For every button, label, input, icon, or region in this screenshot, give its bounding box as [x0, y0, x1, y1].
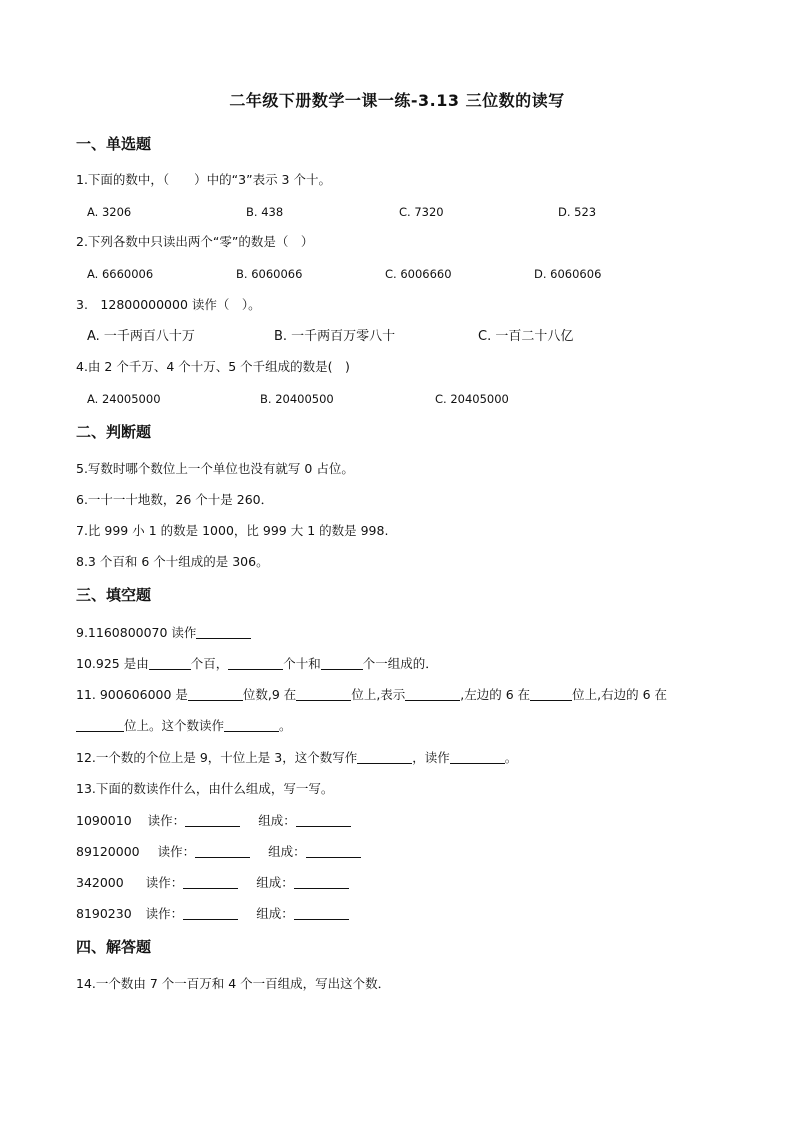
read-blank[interactable]: [183, 907, 238, 920]
answer-blank[interactable]: [530, 688, 572, 701]
question-7: 7.比 999 小 1 的数是 1000，比 999 大 1 的数是 998.: [76, 523, 389, 538]
q4-option-c: C. 20405000: [435, 392, 509, 406]
q9-text: 9.1160800070 读作: [76, 625, 197, 640]
question-8: 8.3 个百和 6 个十组成的是 306。: [76, 554, 269, 569]
question-4-stem: 4.由 2 个千万、4 个十万、5 个千组成的数是( ): [76, 359, 350, 374]
question-2-stem: 2.下列各数中只读出两个“零”的数是（ ）: [76, 234, 314, 249]
question-11-line-1: [76, 687, 667, 703]
answer-blank[interactable]: [450, 751, 505, 764]
answer-blank[interactable]: [405, 688, 460, 701]
read-blank[interactable]: [195, 845, 250, 858]
q10-text-d: 个一组成的．: [362, 656, 438, 671]
q13-comp-label: 组成：: [256, 875, 294, 890]
answer-blank[interactable]: [296, 688, 351, 701]
q13-comp-label: 组成：: [268, 844, 306, 859]
q10-text-b: 个百，: [190, 656, 229, 671]
q4-option-b: B. 20400500: [260, 392, 334, 406]
answer-blank[interactable]: [149, 657, 191, 670]
composition-blank[interactable]: [296, 814, 351, 827]
q2-option-a: A. 6660006: [87, 267, 154, 281]
composition-blank[interactable]: [306, 845, 361, 858]
q11-text-g: 。: [279, 718, 292, 733]
answer-blank[interactable]: [188, 688, 243, 701]
q13-number: 89120000: [76, 844, 140, 859]
read-blank[interactable]: [185, 814, 240, 827]
q1-option-d: D. 523: [558, 205, 597, 219]
q2-option-b: B. 6060066: [236, 267, 303, 281]
page-title: 二年级下册数学一课一练-3.13 三位数的读写: [229, 91, 565, 110]
answer-blank[interactable]: [228, 657, 283, 670]
q1-option-c: C. 7320: [399, 205, 444, 219]
q13-row-4: [76, 906, 349, 922]
q11-text-b: 位数,9 在: [242, 687, 297, 702]
q3-option-b: B. 一千两百万零八十: [274, 329, 396, 344]
q13-read-label: 读作：: [157, 844, 196, 859]
q11-text-c: 位上,表示: [351, 687, 406, 702]
q13-number: 342000: [76, 875, 124, 890]
answer-blank[interactable]: [321, 657, 363, 670]
question-9: [76, 625, 251, 641]
q3-option-c: C. 一百二十八亿: [478, 329, 574, 344]
answer-blank[interactable]: [196, 626, 251, 639]
q12-text-c: 。: [504, 750, 518, 765]
question-10: [76, 656, 438, 672]
q12-text-a: 12.一个数的个位上是 9，十位上是 3，这个数写作: [76, 750, 358, 765]
answer-blank[interactable]: [357, 751, 412, 764]
q11-text-f: 位上。这个数读作: [124, 718, 225, 733]
composition-blank[interactable]: [294, 876, 349, 889]
q13-read-label: 读作：: [147, 813, 186, 828]
q1-option-b: B. 438: [246, 205, 284, 219]
q13-row-3: [76, 875, 349, 891]
q11-text-e: 位上,右边的 6 在: [572, 687, 668, 702]
read-blank[interactable]: [183, 876, 238, 889]
question-3-stem: 3. 12800000000 读作（ ）。: [76, 297, 261, 312]
answer-blank[interactable]: [224, 719, 279, 732]
q13-comp-label: 组成：: [258, 813, 296, 828]
q13-row-2: [76, 844, 361, 860]
q1-option-a: A. 3206: [87, 205, 132, 219]
section-heading-single-choice: 一、单选题: [76, 135, 152, 153]
q2-option-d: D. 6060606: [534, 267, 602, 281]
question-13-stem: 13.下面的数读作什么，由什么组成，写一写。: [76, 781, 334, 796]
q10-text-c: 个十和: [283, 656, 321, 671]
question-5: 5.写数时哪个数位上一个单位也没有就写 0 占位。: [76, 461, 354, 476]
question-14: 14.一个数由 7 个一百万和 4 个一百组成，写出这个数．: [76, 976, 391, 991]
q13-number: 1090010: [76, 813, 132, 828]
section-heading-word-problem: 四、解答题: [76, 938, 152, 956]
section-heading-true-false: 二、判断题: [76, 423, 152, 441]
q13-read-label: 读作：: [145, 875, 184, 890]
q11-text-a: 11. 900606000 是: [76, 687, 188, 702]
question-11-line-2: [76, 718, 292, 734]
q13-row-1: [76, 813, 351, 829]
q13-read-label: 读作：: [145, 906, 184, 921]
q4-option-a: A. 24005000: [87, 392, 161, 406]
question-1-stem: 1.下面的数中，（ ）中的“3”表示 3 个十。: [76, 172, 331, 187]
q3-option-a: A. 一千两百八十万: [87, 329, 195, 344]
q2-option-c: C. 6006660: [385, 267, 452, 281]
question-12: [76, 750, 517, 766]
composition-blank[interactable]: [294, 907, 349, 920]
q10-text-a: 10.925 是由: [76, 656, 149, 671]
q13-number: 8190230: [76, 906, 132, 921]
q13-comp-label: 组成：: [256, 906, 294, 921]
question-6: 6.一十一十地数，26 个十是 260．: [76, 492, 274, 507]
q12-text-b: ，读作: [412, 750, 450, 765]
q11-text-d: ,左边的 6 在: [460, 687, 531, 702]
section-heading-fill-blank: 三、填空题: [76, 586, 152, 604]
answer-blank[interactable]: [76, 719, 124, 732]
